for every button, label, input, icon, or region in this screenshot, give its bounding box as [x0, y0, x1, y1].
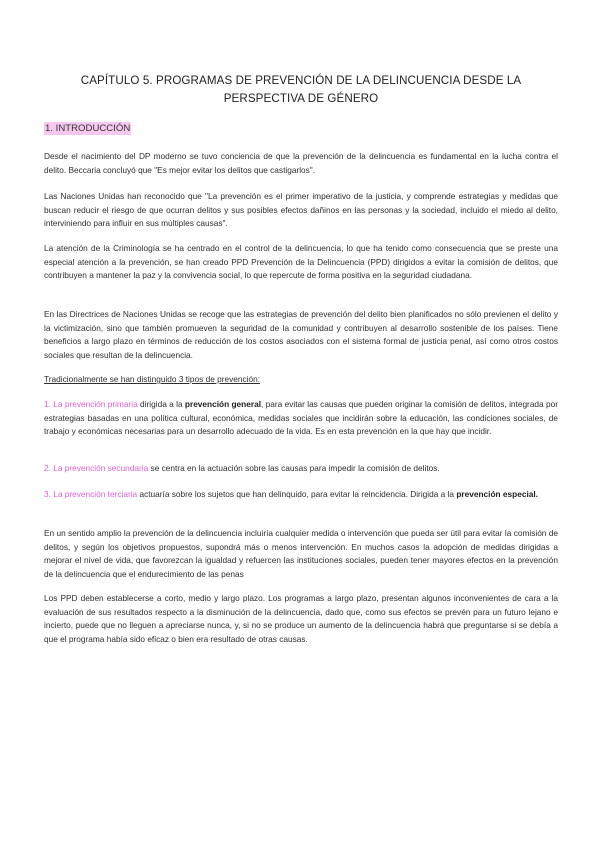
paragraph-ppd-plazos: Los PPD deben establecerse a corto, medio y largo plazo. Los programas a largo plazo, presentan algunos inconvenientes de cara a la evaluación de sus resultados respecto a la disminución de la delincuencia, dado que, como sus efectos se prevén para un futuro lejano e incierto, puede que no lleguen a apreciarse nunca, y, si no se produce un aumento de la delincuencia habrá que preguntarse si se debía a que el programa había sido eficaz o bien era resultado de otras causas. — [44, 593, 558, 644]
prevencion-primaria-text-b: , para evitar las causas que pueden originar la comisión de delitos, integrada por estrategias basadas en una política cultural, económica, medidas sociales que incidirán sobre la educación, las condiciones sociales, de trabajo y económicas necesarias para un desarrollo adecuado de la vida. Es en esta prevención en la que hay que incidir. — [44, 399, 558, 437]
paragraph-sentido-amplio: En un sentido amplio la prevención de la delincuencia incluiría cualquier medida o intervención que pueda ser útil para evitar la comisión de delitos, y según los objetivos propuestos, supondrá más o menos intervención. En muchos casos la adopción de medidas dirigidas a mejorar el nivel de vida, que favorezcan la igualdad y refuercen las instituciones sociales, pueden tener mayores efectos en la prevención de la delincuencia que el endurecimiento de las penas — [44, 528, 558, 579]
prevencion-secundaria-label: 2. La prevención secundaria — [44, 463, 149, 473]
list-item-prevencion-primaria — [44, 398, 558, 439]
paragraph-beccaria: Desde el nacimiento del DP moderno se tuvo conciencia de que la prevención de la delincuencia es fundamental en la lucha contra el delito. Beccaria concluyó que "Es mejor evitar los delitos que castigarlos". — [44, 151, 558, 175]
paragraph-tipos-prevencion: Tradicionalmente se han distinguido 3 tipos de prevención: — [44, 374, 261, 384]
list-item-prevencion-secundaria — [44, 462, 558, 476]
paragraph-directrices: En las Directrices de Naciones Unidas se recoge que las estrategias de prevención del delito bien planificados no sólo previenen el delito y la victimización, sino que también promueven la seguridad de la comunidad y contribuyen al desarrollo sostenible de los países. Tiene beneficios a largo plazo en términos de reducción de los costos asociados con el sistema formal de justicia penal, así como otros costos sociales que resultan de la delincuencia. — [44, 309, 558, 360]
paragraph-naciones-unidas: Las Naciones Unidas han reconocido que "La prevención es el primer imperativo de la justicia, y comprende estrategias y medidas que buscan reducir el riesgo de que ocurran delitos y sus posibles efectos dañinos en las personas y la sociedad, incluido el miedo al delito, interviniendo para influir en sus múltiples causas". — [44, 191, 558, 229]
chapter-title-line-2: PERSPECTIVA DE GÉNERO — [223, 92, 379, 105]
prevencion-general-bold: prevención general — [184, 399, 262, 409]
prevencion-especial-bold: prevención especial. — [456, 489, 538, 499]
list-item-prevencion-terciaria — [44, 488, 558, 502]
prevencion-primaria-label: 1. La prevención primaria — [44, 399, 138, 409]
paragraph-criminologia: La atención de la Criminología se ha centrado en el control de la delincuencia, lo que ha tenido como consecuencia que se preste una especial atención a la prevención, se han creado PPD Prevención de la Delincuencia (PPD) dirigidos a evitar la comisión de delitos, que contribuyen a mantener la paz y la convivencia social, lo que repercute de forma positiva en la seguridad ciudadana. — [44, 243, 558, 281]
prevencion-terciaria-text: actuaría sobre los sujetos que han delinquido, para evitar la reincidencia. Dirigida a la — [137, 489, 457, 499]
prevencion-terciaria-label: 3. La prevención terciaria — [44, 489, 138, 499]
chapter-title — [44, 72, 558, 108]
prevencion-secundaria-text: se centra en la actuación sobre las causas para impedir la comisión de delitos. — [148, 463, 440, 473]
prevencion-primaria-text-a: dirigida a la — [137, 399, 185, 409]
chapter-title-line-1: CAPÍTULO 5. PROGRAMAS DE PREVENCIÓN DE LA DELINCUENCIA DESDE LA — [80, 74, 522, 87]
section-heading-introduccion: 1. INTRODUCCIÓN — [45, 123, 131, 134]
